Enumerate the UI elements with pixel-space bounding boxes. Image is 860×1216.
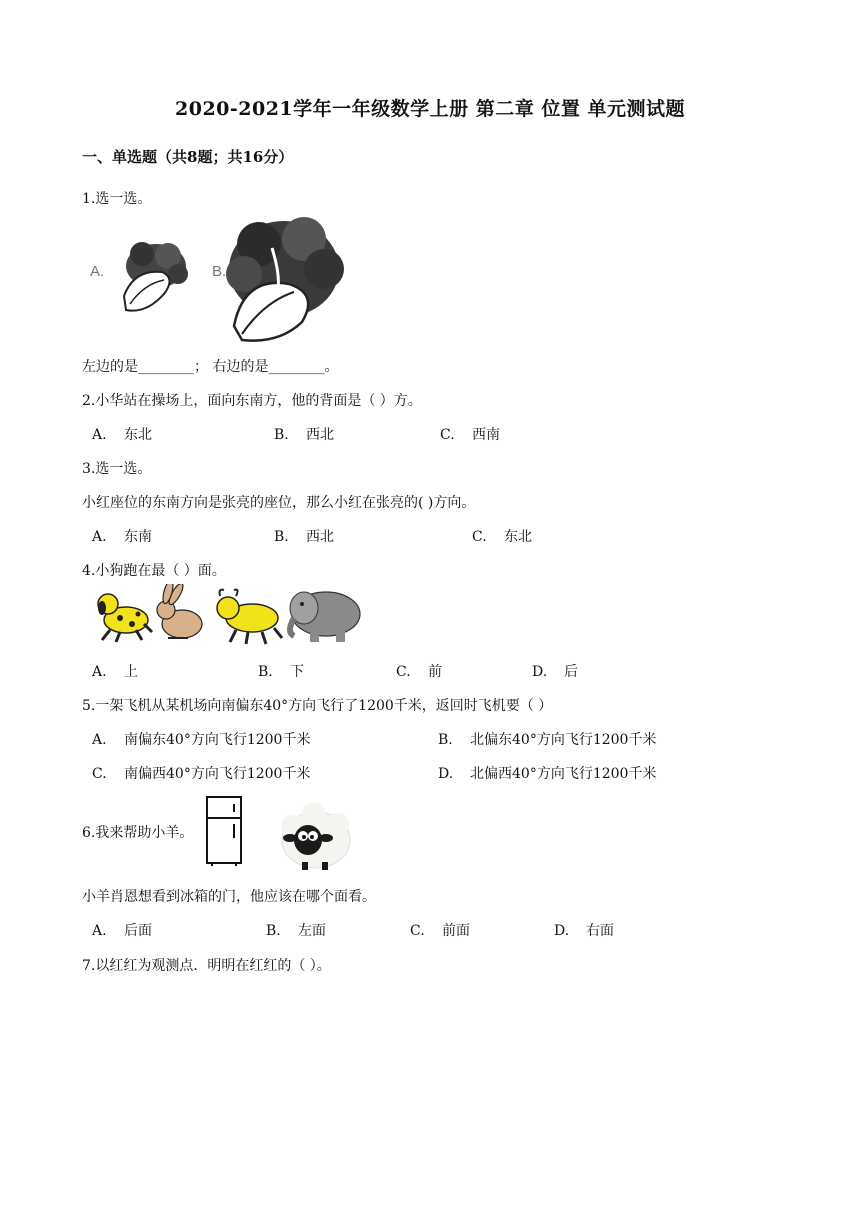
small-cabbage-icon (124, 242, 188, 311)
question-1-stem: 1.选一选。 (82, 191, 152, 207)
q6-option-b[interactable]: B. 左面 (266, 923, 326, 939)
q2-option-c[interactable]: C. 西南 (440, 427, 500, 443)
cow-icon (217, 590, 282, 644)
q5-option-a[interactable]: A. 南偏东40°方向飞行1200千米 (92, 732, 311, 748)
q6-option-d[interactable]: D. 右面 (554, 923, 614, 939)
sheep-icon (278, 800, 352, 872)
q4-option-c[interactable]: C. 前 (396, 664, 442, 680)
question-2-stem: 2.小华站在操场上，面向东南方，他的背面是（ ）方。 (82, 393, 422, 409)
q4-option-b[interactable]: B. 下 (258, 664, 304, 680)
rabbit-icon (157, 584, 202, 638)
large-cabbage-icon (226, 217, 344, 341)
dog-icon (98, 594, 152, 642)
question-7-stem: 7.以红红为观测点．明明在红红的（ ）。 (82, 958, 331, 974)
q5-option-d[interactable]: D. 北偏西40°方向飞行1200千米 (438, 766, 657, 782)
question-3-text: 小红座位的东南方向是张亮的座位，那么小红在张亮的( )方向。 (82, 495, 476, 511)
question-4-stem: 4.小狗跑在最（ ）面。 (82, 563, 226, 579)
cabbage-picture (84, 214, 354, 344)
animals-picture (90, 584, 380, 650)
q6-option-a[interactable]: A. 后面 (92, 923, 152, 939)
question-5-stem: 5.一架飞机从某机场向南偏东40°方向飞行了1200千米，返回时飞机要（ ） (82, 698, 553, 714)
q6-option-c[interactable]: C. 前面 (410, 923, 470, 939)
q2-option-b[interactable]: B. 西北 (274, 427, 334, 443)
q3-option-b[interactable]: B. 西北 (274, 529, 334, 545)
q3-option-c[interactable]: C. 东北 (472, 529, 532, 545)
cabbage-a-label: A. (90, 263, 105, 280)
question-1-answer-line: 左边的是________； 右边的是________。 (82, 359, 339, 375)
cabbage-b-label: B. (212, 263, 227, 280)
elephant-icon (290, 592, 360, 642)
q2-option-a[interactable]: A. 东北 (92, 427, 152, 443)
section-heading: 一、单选题（共8题；共16分） (82, 148, 294, 166)
q4-option-a[interactable]: A. 上 (92, 664, 138, 680)
q5-option-c[interactable]: C. 南偏西40°方向飞行1200千米 (92, 766, 311, 782)
question-3-stem: 3.选一选。 (82, 461, 152, 477)
q4-option-d[interactable]: D. 后 (532, 664, 578, 680)
q5-option-b[interactable]: B. 北偏东40°方向飞行1200千米 (438, 732, 657, 748)
question-6-text: 小羊肖恩想看到冰箱的门，他应该在哪个面看。 (82, 889, 376, 905)
q3-option-a[interactable]: A. 东南 (92, 529, 152, 545)
fridge-icon (204, 794, 244, 868)
question-6-stem: 6.我来帮助小羊。 (82, 825, 194, 841)
page-title: 2020-2021学年一年级数学上册 第二章 位置 单元测试题 (175, 98, 685, 120)
